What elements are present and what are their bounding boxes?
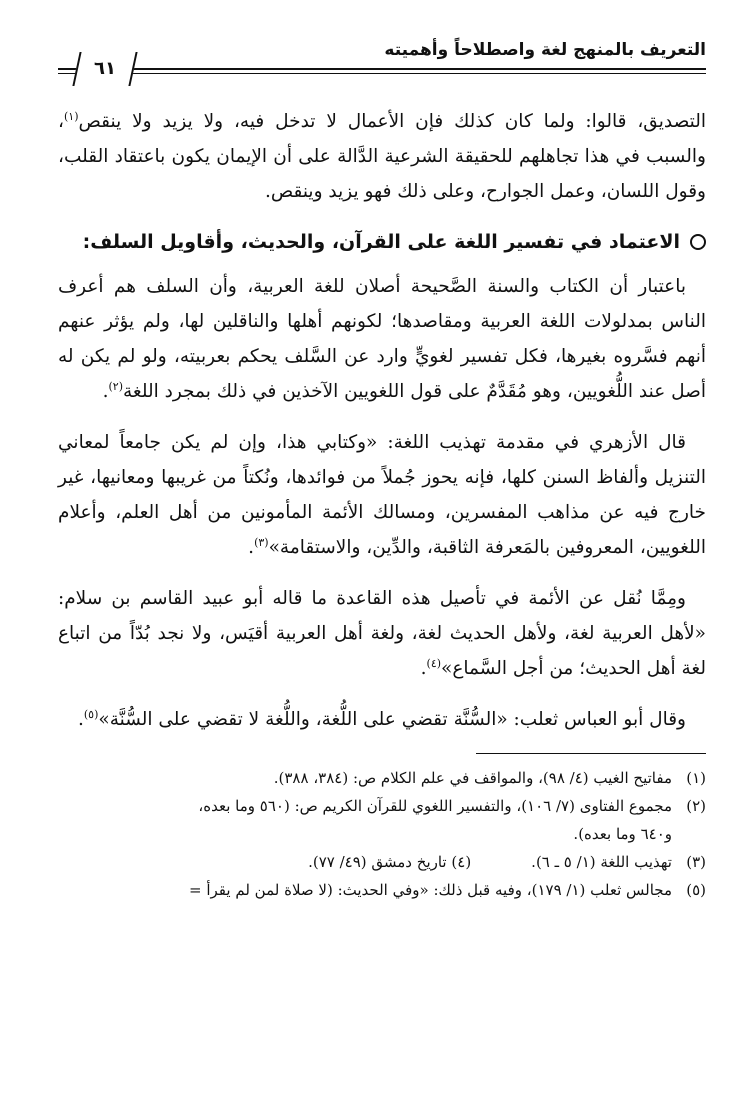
paragraph-2-text-after: . bbox=[102, 381, 109, 402]
header-rule bbox=[58, 68, 706, 74]
section-heading bbox=[58, 225, 706, 259]
page-number-box bbox=[72, 52, 137, 86]
footnotes-3-4 bbox=[58, 848, 706, 876]
footnote-1 bbox=[58, 764, 706, 792]
footnote-4-text: تاريخ دمشق (٤٩/ ٧٧). bbox=[308, 853, 447, 871]
footnote-number: (٣) bbox=[686, 853, 706, 871]
paragraph-3-text: قال الأزهري في مقدمة تهذيب اللغة: «وكتابي هذا، وإن لم يكن جامعاً لمعاني التنزيل وألفاظ السنن كلها، فإنه يحوز جُملاً من فوائدها، ونُكتاً من غريبها ومعانيها، غير خارج فيه عن مذاهب المفسرين، ومسالك الأئمة المأمونين من أهل العلم، وأعلام اللغويين، المعروفين بالمَعرفة الثاقبة، والدِّين، والاستقامة» bbox=[58, 432, 706, 558]
paragraph-4 bbox=[58, 581, 706, 686]
footnote-number: (١) bbox=[686, 769, 706, 787]
footnote-pair bbox=[58, 848, 672, 876]
body-text bbox=[58, 104, 706, 737]
book-page bbox=[58, 34, 706, 1094]
footnote-3-text: تهذيب اللغة (١/ ٥ ـ ٦). bbox=[531, 853, 672, 871]
paragraph-3-text-after: . bbox=[248, 537, 255, 558]
page-number: ٦١ bbox=[94, 58, 116, 79]
paragraph-1-text-after: ، والسبب في هذا تجاهلهم للحقيقة الشرعية الدَّالة على أن الإيمان يكون باعتقاد القلب، وقول اللسان، وعمل الجوارح، وعلى ذلك فهو يزيد وينقص. bbox=[58, 111, 706, 202]
footnote-number: (٤) bbox=[451, 853, 472, 871]
footnote-ref-1: (١) bbox=[63, 109, 79, 123]
page-header bbox=[58, 34, 706, 98]
footnote-ref-4: (٤) bbox=[426, 656, 442, 670]
footnote-text: مفاتيح الغيب (٤/ ٩٨)، والمواقف في علم الكلام ص: (٣٨٤، ٣٨٨). bbox=[273, 769, 672, 787]
running-title: التعريف بالمنهج لغة واصطلاحاً وأهميته bbox=[384, 40, 706, 60]
paragraph-4-text: ومِمَّا نُقل عن الأئمة في تأصيل هذه القاعدة ما قاله أبو عبيد القاسم بن سلام: «لأهل العربية لغة، ولأهل الحديث لغة، ولغة أهل العربية أقيَس، ولا نجد بُدّاً من اتباع لغة أهل الحديث؛ من أجل السَّماع» bbox=[58, 588, 706, 679]
paragraph-1-text: التصديق، قالوا: ولما كان كذلك فإن الأعمال لا تدخل فيه، ولا يزيد ولا ينقص bbox=[78, 111, 706, 132]
footnote-ref-2: (٢) bbox=[108, 379, 123, 393]
footnotes bbox=[58, 764, 706, 904]
paragraph-5-text: وقال أبو العباس ثعلب: «السُّنَّة تقضي على اللُّغة، واللُّغة لا تقضي على السُّنَّة» bbox=[98, 709, 686, 730]
footnote-text: مجالس ثعلب (١/ ١٧٩)، وفيه قبل ذلك: «وفي الحديث: (لا صلاة لمن لم يقرأ = bbox=[189, 881, 672, 899]
circle-bullet-icon bbox=[690, 234, 706, 250]
paragraph-5 bbox=[58, 702, 706, 737]
footnote-ref-5: (٥) bbox=[83, 707, 99, 721]
footnote-2 bbox=[58, 792, 706, 820]
footnote-rule bbox=[476, 753, 706, 754]
paragraph-2 bbox=[58, 269, 706, 409]
footnote-2-continuation: و٦٤٠ وما بعده). bbox=[573, 825, 672, 843]
paragraph-1 bbox=[58, 104, 706, 209]
paragraph-3 bbox=[58, 425, 706, 565]
section-heading-text: الاعتماد في تفسير اللغة على القرآن، والحديث، وأقاويل السلف: bbox=[82, 231, 680, 253]
footnote-number: (٢) bbox=[686, 797, 706, 815]
footnote-5 bbox=[58, 876, 706, 904]
footnote-4 bbox=[308, 848, 471, 876]
paragraph-2-text: باعتبار أن الكتاب والسنة الصَّحيحة أصلان للغة العربية، وأن السلف هم أعرف الناس بمدلولات اللغة العربية ومقاصدها؛ لكونهم أهلها والناقلين لها، ولم يؤثر عنهم أنهم فسَّروه بغيرها، فكل تفسير لغويٍّ وارد عن السَّلف يحكم بعربيته، ولو لم يكن له أصل عند اللُّغويين، وهو مُقَدَّمٌ على قول اللغويين الآخذين في ذلك بمجرد اللغة bbox=[58, 276, 706, 402]
footnote-text: مجموع الفتاوى (٧/ ١٠٦)، والتفسير اللغوي للقرآن الكريم ص: (٥٦٠ وما بعده، bbox=[198, 797, 672, 815]
paragraph-5-text-after: . bbox=[77, 709, 84, 730]
paragraph-4-text-after: . bbox=[420, 658, 427, 679]
footnote-number: (٥) bbox=[686, 881, 706, 899]
footnote-ref-3: (٣) bbox=[254, 535, 269, 549]
